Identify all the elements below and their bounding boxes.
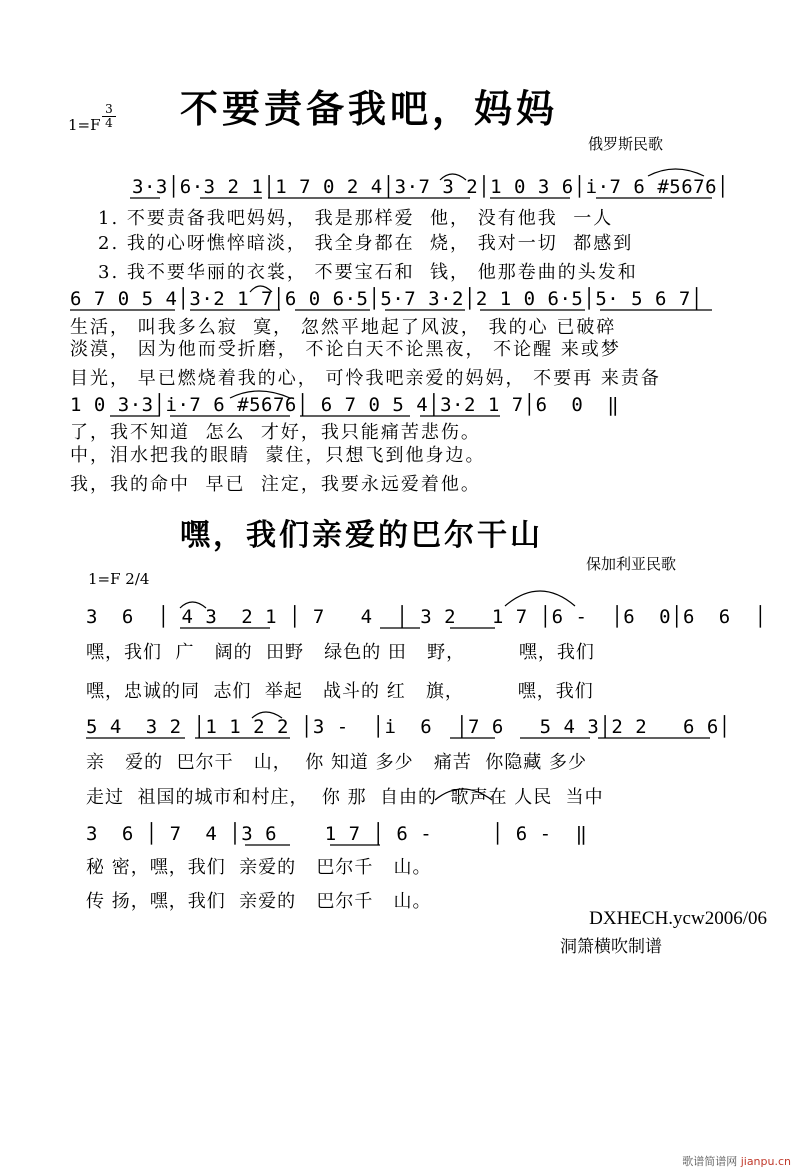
song2-key-time: 1=F 2/4: [88, 570, 150, 588]
song2-notes-line-2: 5 4 3 2 │1 1 2 2 │3 - │i 6 │7 6 5 4 3│2 2 6 6│: [86, 716, 731, 738]
song1-lyric-2-3: 目光， 早已燃烧着我的心， 可怜我吧亲爱的妈妈， 不要再 来责备: [70, 368, 661, 389]
song1-lyric-1-3: 3. 我不要华丽的衣裳， 不要宝石和 钱， 他那卷曲的头发和: [98, 262, 638, 283]
song1-lyric-1-1: 1. 不要责备我吧妈妈， 我是那样爱 他， 没有他我 一人: [98, 208, 614, 229]
song1-origin: 俄罗斯民歌: [588, 135, 664, 153]
slur-arc: [440, 174, 466, 180]
song1-notes-line-1: 3·3│6·3 2 1│1 7 0 2 4│3·7 3 2│1 0 3 6│i·7 6 #5676│: [132, 176, 729, 198]
song1-lyric-1-2: 2. 我的心呀憔悴暗淡， 我全身都在 烧， 我对一切 都感到: [98, 233, 634, 254]
slur-arc: [505, 591, 575, 606]
song1-notes-line-3: 1 0 3·3│i·7 6 #5676│ 6 7 0 5 4│3·2 1 7│6 0 ‖: [70, 394, 620, 416]
slur-arc: [250, 286, 272, 292]
song1-lyric-2-1: 生活， 叫我多么寂 寞， 忽然平地起了风波， 我的心 已破碎: [70, 317, 617, 338]
song2-lyric-3-2: 传 扬，嘿，我们 亲爱的 巴尔千 山。: [86, 891, 432, 912]
song2-lyric-1-2: 嘿，忠诚的同 志们 举起 战斗的 红 旗， 嘿，我们: [86, 681, 594, 702]
song2-lyric-2-2: 走过 祖国的城市和村庄， 你 那 自由的 歌声在 人民 当中: [86, 787, 604, 808]
song2-notes-line-3: 3 6 │ 7 4 │3 6 1 7 │ 6 - │ 6 - ‖: [86, 823, 588, 845]
watermark-text: 歌谱简谱网: [682, 1155, 738, 1168]
song1-notes-line-2: 6 7 0 5 4│3·2 1 7│6 0 6·5│5·7 3·2│2 1 0 6·5│5· 5 6 7│: [70, 288, 703, 310]
song1-lyric-3-3: 我，我的命中 早已 注定，我要永远爱着他。: [70, 474, 481, 495]
song1-lyric-3-1: 了，我不知道 怎么 才好，我只能痛苦悲伤。: [70, 422, 481, 443]
song2-origin: 保加利亚民歌: [586, 555, 677, 573]
slur-arc: [252, 712, 282, 718]
song2-notes-line-1: 3 6 │ 4 3 2 1 │ 7 4 │ 3 2 1 7 │6 - │6 0│6 6 │: [86, 606, 767, 628]
slur-arc: [180, 602, 206, 608]
watermark-site: jianpu.cn: [740, 1155, 791, 1168]
song1-key: 1=F: [68, 116, 101, 134]
slur-arc: [648, 169, 704, 176]
song1-lyric-3-2: 中，泪水把我的眼睛 蒙住，只想飞到他身边。: [70, 445, 486, 466]
song2-lyric-2-1: 亲 爱的 巴尔干 山， 你 知道 多少 痛苦 你隐藏 多少: [86, 752, 587, 773]
song2-lyric-1-1: 嘿，我们 广 阔的 田野 绿色的 田 野， 嘿，我们: [86, 642, 595, 663]
song2-title: 嘿，我们亲爱的巴尔干山: [180, 518, 543, 553]
arranger-signature: DXHECH.ycw2006/06: [589, 908, 767, 929]
slur-arc: [230, 391, 290, 398]
song1-title: 不要责备我吧，妈妈: [180, 86, 559, 131]
watermark: [682, 1153, 791, 1169]
song1-time-top: 3: [102, 103, 116, 117]
song1-lyric-2-2: 淡漠， 因为他而受折磨， 不论白天不论黑夜， 不论醒 来或梦: [70, 339, 621, 360]
song2-lyric-3-1: 秘 密，嘿，我们 亲爱的 巴尔千 山。: [86, 857, 432, 878]
song1-time-bottom: 4: [105, 116, 113, 130]
arranger-credit: 洞箫横吹制谱: [560, 937, 662, 957]
slur-arc: [435, 789, 492, 800]
